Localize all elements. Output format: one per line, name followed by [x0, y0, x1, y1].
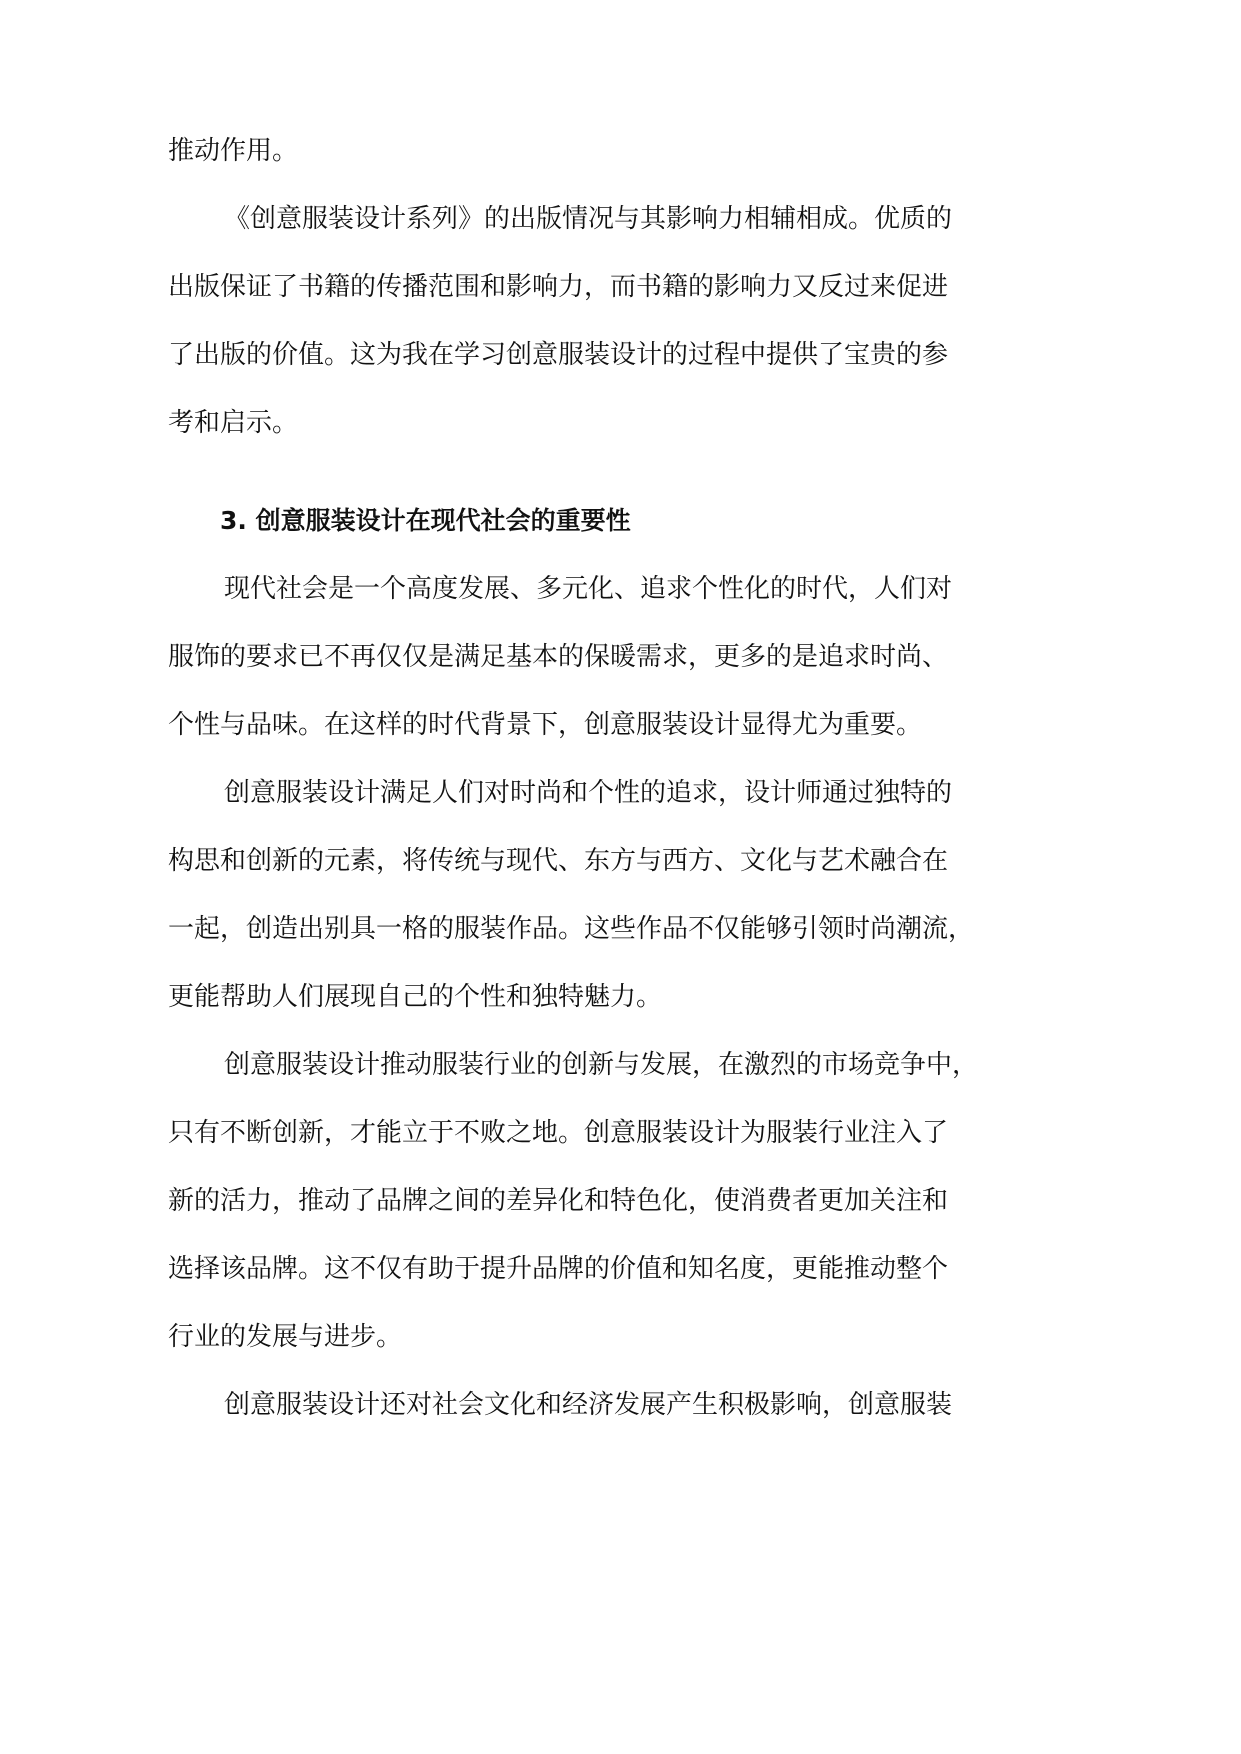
section-heading: 3. 创意服装设计在现代社会的重要性 [220, 506, 631, 535]
paragraph-line: 服饰的要求已不再仅仅是满足基本的保暖需求，更多的是追求时尚、 [168, 642, 949, 672]
paragraph-line: 一起，创造出别具一格的服装作品。这些作品不仅能够引领时尚潮流， [168, 914, 975, 944]
paragraph-line: 更能帮助人们展现自己的个性和独特魅力。 [168, 982, 663, 1012]
paragraph-line: 出版保证了书籍的传播范围和影响力，而书籍的影响力又反过来促进 [168, 272, 949, 302]
paragraph-line: 创意服装设计还对社会文化和经济发展产生积极影响，创意服装 [224, 1390, 953, 1420]
paragraph-line: 选择该品牌。这不仅有助于提升品牌的价值和知名度，更能推动整个 [168, 1254, 949, 1284]
paragraph-line: 现代社会是一个高度发展、多元化、追求个性化的时代，人们对 [224, 574, 953, 604]
paragraph-line: 推动作用。 [168, 136, 299, 166]
paragraph-line: 考和启示。 [168, 408, 299, 438]
paragraph-line: 行业的发展与进步。 [168, 1322, 403, 1352]
paragraph-line: 构思和创新的元素，将传统与现代、东方与西方、文化与艺术融合在 [168, 846, 949, 876]
paragraph-line: 只有不断创新，才能立于不败之地。创意服装设计为服装行业注入了 [168, 1118, 949, 1148]
paragraph-line: 了出版的价值。这为我在学习创意服装设计的过程中提供了宝贵的参 [168, 340, 949, 370]
paragraph-line: 《创意服装设计系列》的出版情况与其影响力相辅相成。优质的 [224, 204, 953, 234]
paragraph-line: 个性与品味。在这样的时代背景下，创意服装设计显得尤为重要。 [168, 710, 923, 740]
paragraph-line: 新的活力，推动了品牌之间的差异化和特色化，使消费者更加关注和 [168, 1186, 949, 1216]
paragraph-line: 创意服装设计满足人们对时尚和个性的追求，设计师通过独特的 [224, 778, 953, 808]
paragraph-line: 创意服装设计推动服装行业的创新与发展，在激烈的市场竞争中， [224, 1050, 979, 1080]
